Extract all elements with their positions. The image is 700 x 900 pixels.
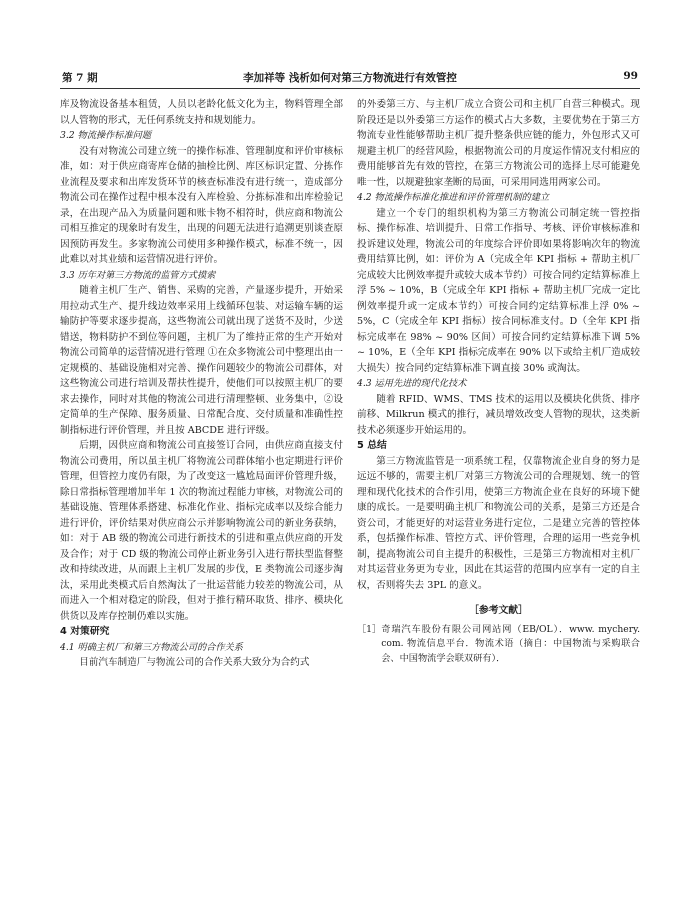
- reference-text: 奇瑞汽车股份有限公司网站网（EB/OL）．www. mychery. com. 物流信息平台．物流术语（摘自：中国物流与采购联合会、中国物流学会联双研有）．: [381, 623, 640, 664]
- paragraph: 库及物流设备基本租赁，人员以老龄化低文化为主，物料管理全部以人管物的形式，无任何系统支持和规划能力。: [60, 99, 343, 126]
- paragraph: 随着主机厂生产、销售、采购的完善，产量逐步提升，开始采用拉动式生产、提升线边效率采用上线循环包装、对运输车辆的运输防护等要求逐步提高，这些物流公司就出现了送货不及时，少送错送，物料防护不到位等问题，主机厂为了维持正常的生产开始对物流公司简单的运营情况进行管理 ①在众多物流公司中整理出由一定规模的、基础设施相对完善、操作问题较少的物流公司群体，对这些物流公司进行培训及帮扶性提升，使他们可以按照主机厂的要求去操作，同时对其他的物流公司进行清理整顿、业务集中，②设定简单的生产保障、服务质量、日常配合度、交付质量和准确性控制指标进行评价管理，并且按 ABCDE 进行评级。: [60, 285, 343, 436]
- paragraph: 建立一个专门的组织机构为第三方物流公司制定统一管控指标、操作标准、培训提升、日常工作指导、考核、评价审核标准和投诉建议处理，物流公司的年度综合评价即如果将影响次年的物流费用结算比例，如：评价为 A（完成全年 KPI 指标 + 帮助主机厂完成较大比例效率提升或较大成本节约）可按合同约定结算标准上浮 5% ~ 10%，B（完成全年 KPI 指标 + 帮助主机厂完成一定比例效率提升或一定成本节约）可按合同约定结算标准上浮 0% ~ 5%，C（完成全年 KPI 指标）按合同标准支付。D（全年 KPI 指标完成率在 98% ~ 90% 区间）可按合同约定结算标准下调 5% ~ 10%，E（全年 KPI 指标完成率在 90% 以下或给主机厂造成较大损失）按合同约定结算标准下调直接 30% 或淘汰。: [357, 207, 640, 374]
- paragraph: 的外委第三方、与主机厂成立合资公司和主机厂自营三种模式。现阶段还是以外委第三方运作的模式占大多数，主要优势在于第三方物流专业性能够帮助主机厂提升整条供应链的能力，外包形式又可规避主机厂的经营风险，根据物流公司的月度运作情况支付相应的费用能够首先有效的管控，在第三方物流公司的选择上尽可能避免唯一性，以规避独家垄断的局面，可采用同选用两家公司。: [357, 99, 640, 188]
- paragraph: 后期，因供应商和物流公司直接签订合同，由供应商直接支付物流公司费用，所以虽主机厂将物流公司群体缩小也定期进行评价管理，但管控力度仍有限，为了改变这一尴尬局面评价管理升级，除日常指标管理增加半年 1 次的物流过程能力审核，对物流公司的基础设施、管理体系搭建、标准化作业、指标完成率以及综合能力进行评价，评价结果对供应商公示并影响物流公司的新业务获纳，如：对于 AB 级的物流公司进行新技术的引进和重点供应商的开发及合作；对于 CD 级的物流公司停止新业务引入进行帮扶型监督整改和持续改进，从而跟上主机厂发展的步伐，E 类物流公司逐步淘汰，采用此类模式后自然淘汰了一批运营能力较差的物流公司，从而进入一个相对稳定的阶段，但对于推行精环取货、排序、模块化供货以及库存控制仍难以实施。: [60, 440, 343, 622]
- section-heading-5: 5 总结: [357, 440, 387, 451]
- section-heading-4-3: [357, 376, 640, 392]
- left-column: [60, 97, 343, 671]
- running-header: [60, 68, 640, 89]
- reference-item: [357, 623, 640, 667]
- section-heading-text: 4.2 物流操作标准化推进和评价管理机制的建立: [357, 192, 550, 203]
- reference-number: ［1］: [357, 623, 382, 635]
- paragraph: 随着 RFID、WMS、TMS 技术的运用以及模块化供货、排序前移、Milkrun 模式的推行，减员增效改变人管物的现状，这类新技术必须逐步开始运用的。: [357, 393, 640, 436]
- section-heading-3-2: [60, 128, 343, 144]
- section-heading-text: 4.3 运用先进的现代化技术: [357, 378, 467, 389]
- paragraph: 没有对物流公司建立统一的操作标准、管理制度和评价审核标准，如：对于供应商寄库仓储的抽检比例、库区标识定置、分拣作业流程及要求和出库发货环节的核查标准没有进行统一，造成部分物流公司在操作过程中根本没有入库检验、分拣标准和出库检验记录，在出现产品入为质量问题和账卡物不相符时，供应商和物流公司相互推定的现象时有发生，出现的问题无法进行追溯更别谈查原因预防再发生。多家物流公司使用多种操作模式，标准不统一，因此难以对其业绩和运营情况进行评价。: [60, 145, 343, 265]
- section-heading-4-1: [60, 640, 343, 656]
- section-heading-text: 3.3 历年对第三方物流的监管方式摸索: [60, 269, 216, 281]
- page-number: 99: [623, 70, 638, 82]
- paragraph: 第三方物流监管是一项系统工程，仅靠物流企业自身的努力是远远不够的，需要主机厂对第三方物流公司的合理规划、统一的管理和现代化技术的合作引用，使第三方物流企业在良好的环境下健康的成长。一是要明确主机厂和物流公司的关系，是第三方还是合资公司，才能更好的对运营业务进行定位，二是建立完善的管控体系，包括操作标准、管控方式、评价管理，合理的运用一些竞争机制，提高物流公司自主提升的积极性，三是第三方物流相对主机厂对其运营业务更为专业，因此在其运营的范围内应享有一定的自主权，否则将失去 3PL 的意义。: [357, 455, 640, 591]
- section-heading-text: 3.2 物流操作标准问题: [60, 130, 152, 141]
- issue-number: 第 7 期: [62, 72, 98, 84]
- section-heading-text: 4.1 明确主机厂和第三方物流公司的合作关系: [60, 641, 243, 653]
- section-heading-3-3: [60, 268, 343, 284]
- section-heading-4: 4 对策研究: [60, 626, 110, 637]
- paragraph: 目前汽车制造厂与物流公司的合作关系大致分为合约式: [79, 657, 310, 668]
- running-title: 李加祥等 浅析如何对第三方物流进行有效管控: [243, 72, 457, 84]
- right-column: [357, 97, 640, 666]
- section-heading-4-2: [357, 190, 640, 206]
- references-heading: ［参考文献］: [469, 605, 528, 616]
